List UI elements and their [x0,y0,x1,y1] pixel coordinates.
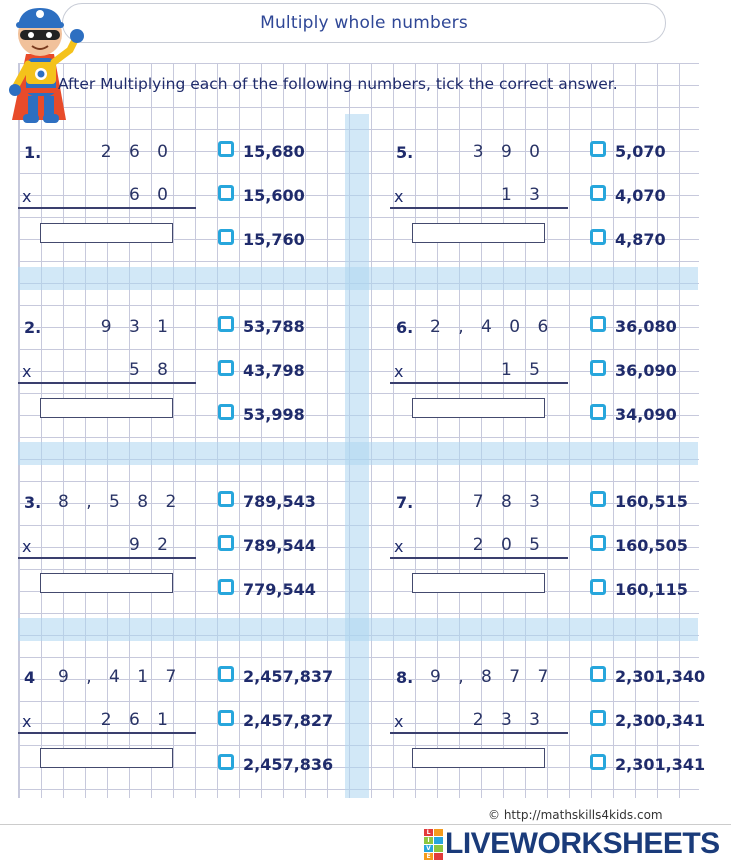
answer-option: 2,457,827 [243,711,334,730]
multiplicand: 2 6 0 [100,142,174,162]
instruction-text: After Multiplying each of the following numbers, tick the correct answer. [58,75,618,93]
problem-number: 2. [24,318,42,337]
multiplicand: 8 , 5 8 2 [58,492,183,512]
horizontal-divider-band [18,618,698,641]
product-rule [18,732,196,734]
answer-input-box[interactable] [412,223,545,243]
answer-option: 5,070 [615,142,666,161]
answer-checkbox[interactable] [590,404,606,420]
answer-option: 43,798 [243,361,305,380]
answer-option: 4,870 [615,230,666,249]
multiplicand: 9 , 8 7 7 [430,667,555,687]
multiplicand: 9 , 4 1 7 [58,667,183,687]
multiplier: 1 5 [500,360,546,380]
answer-checkbox[interactable] [218,710,234,726]
problem-number: 5. [396,143,414,162]
multiply-sign: x [394,187,404,206]
problem-number: 6. [396,318,414,337]
multiplier: 6 0 [128,185,174,205]
answer-option: 15,600 [243,186,305,205]
answer-checkbox[interactable] [590,229,606,245]
answer-checkbox[interactable] [218,404,234,420]
multiplier: 2 3 3 [472,710,546,730]
answer-input-box[interactable] [40,573,173,593]
answer-option: 2,301,340 [615,667,706,686]
product-rule [390,382,568,384]
answer-checkbox[interactable] [218,579,234,595]
answer-checkbox[interactable] [218,491,234,507]
answer-option: 779,544 [243,580,316,599]
product-rule [390,207,568,209]
answer-option: 4,070 [615,186,666,205]
horizontal-divider-band [18,442,698,465]
multiplier: 1 3 [500,185,546,205]
answer-checkbox[interactable] [590,141,606,157]
answer-option: 2,301,341 [615,755,706,774]
answer-checkbox[interactable] [590,360,606,376]
answer-checkbox[interactable] [590,579,606,595]
answer-option: 53,998 [243,405,305,424]
answer-option: 53,788 [243,317,305,336]
answer-checkbox[interactable] [590,535,606,551]
answer-checkbox[interactable] [590,185,606,201]
footer-divider [0,824,731,825]
product-rule [18,207,196,209]
product-rule [18,557,196,559]
answer-checkbox[interactable] [590,754,606,770]
multiply-sign: x [394,712,404,731]
answer-input-box[interactable] [40,398,173,418]
multiplier: 9 2 [128,535,174,555]
horizontal-divider-band [18,267,698,290]
multiply-sign: x [22,712,32,731]
answer-option: 36,090 [615,361,677,380]
product-rule [18,382,196,384]
product-rule [390,557,568,559]
answer-checkbox[interactable] [218,360,234,376]
answer-input-box[interactable] [40,748,173,768]
copyright-text: © http://mathskills4kids.com [488,808,663,822]
multiplicand: 9 3 1 [100,317,174,337]
multiplier: 2 6 1 [100,710,174,730]
answer-option: 36,080 [615,317,677,336]
product-rule [390,732,568,734]
multiplier: 5 8 [128,360,174,380]
answer-checkbox[interactable] [218,316,234,332]
multiplicand: 3 9 0 [472,142,546,162]
problem-number: 1. [24,143,42,162]
answer-checkbox[interactable] [590,666,606,682]
answer-option: 160,115 [615,580,688,599]
answer-option: 160,505 [615,536,688,555]
multiplier: 2 0 5 [472,535,546,555]
answer-input-box[interactable] [412,748,545,768]
problem-number: 4 [24,668,36,687]
answer-option: 789,543 [243,492,316,511]
superhero-mascot-icon [4,2,90,132]
multiply-sign: x [22,537,32,556]
answer-checkbox[interactable] [218,754,234,770]
problem-number: 8. [396,668,414,687]
liveworksheets-brand-text: LIVEWORKSHEETS [445,827,720,860]
answer-input-box[interactable] [40,223,173,243]
answer-checkbox[interactable] [590,316,606,332]
problem-number: 7. [396,493,414,512]
answer-checkbox[interactable] [218,535,234,551]
liveworksheets-logo [424,827,720,861]
answer-option: 789,544 [243,536,316,555]
answer-checkbox[interactable] [218,185,234,201]
liveworksheets-logo-icon: L I V E [424,829,443,860]
problem-number: 3. [24,493,42,512]
page-title: Multiply whole numbers [62,3,666,43]
answer-input-box[interactable] [412,573,545,593]
answer-checkbox[interactable] [590,491,606,507]
multiply-sign: x [394,537,404,556]
answer-option: 160,515 [615,492,688,511]
answer-option: 2,457,836 [243,755,334,774]
answer-option: 15,760 [243,230,305,249]
answer-checkbox[interactable] [218,229,234,245]
multiply-sign: x [22,362,32,381]
answer-option: 34,090 [615,405,677,424]
answer-checkbox[interactable] [218,666,234,682]
answer-checkbox[interactable] [590,710,606,726]
answer-option: 2,300,341 [615,711,706,730]
multiplicand: 7 8 3 [472,492,546,512]
answer-input-box[interactable] [412,398,545,418]
multiplicand: 2 , 4 0 6 [430,317,555,337]
multiply-sign: x [22,187,32,206]
answer-checkbox[interactable] [218,141,234,157]
answer-option: 15,680 [243,142,305,161]
answer-option: 2,457,837 [243,667,334,686]
multiply-sign: x [394,362,404,381]
